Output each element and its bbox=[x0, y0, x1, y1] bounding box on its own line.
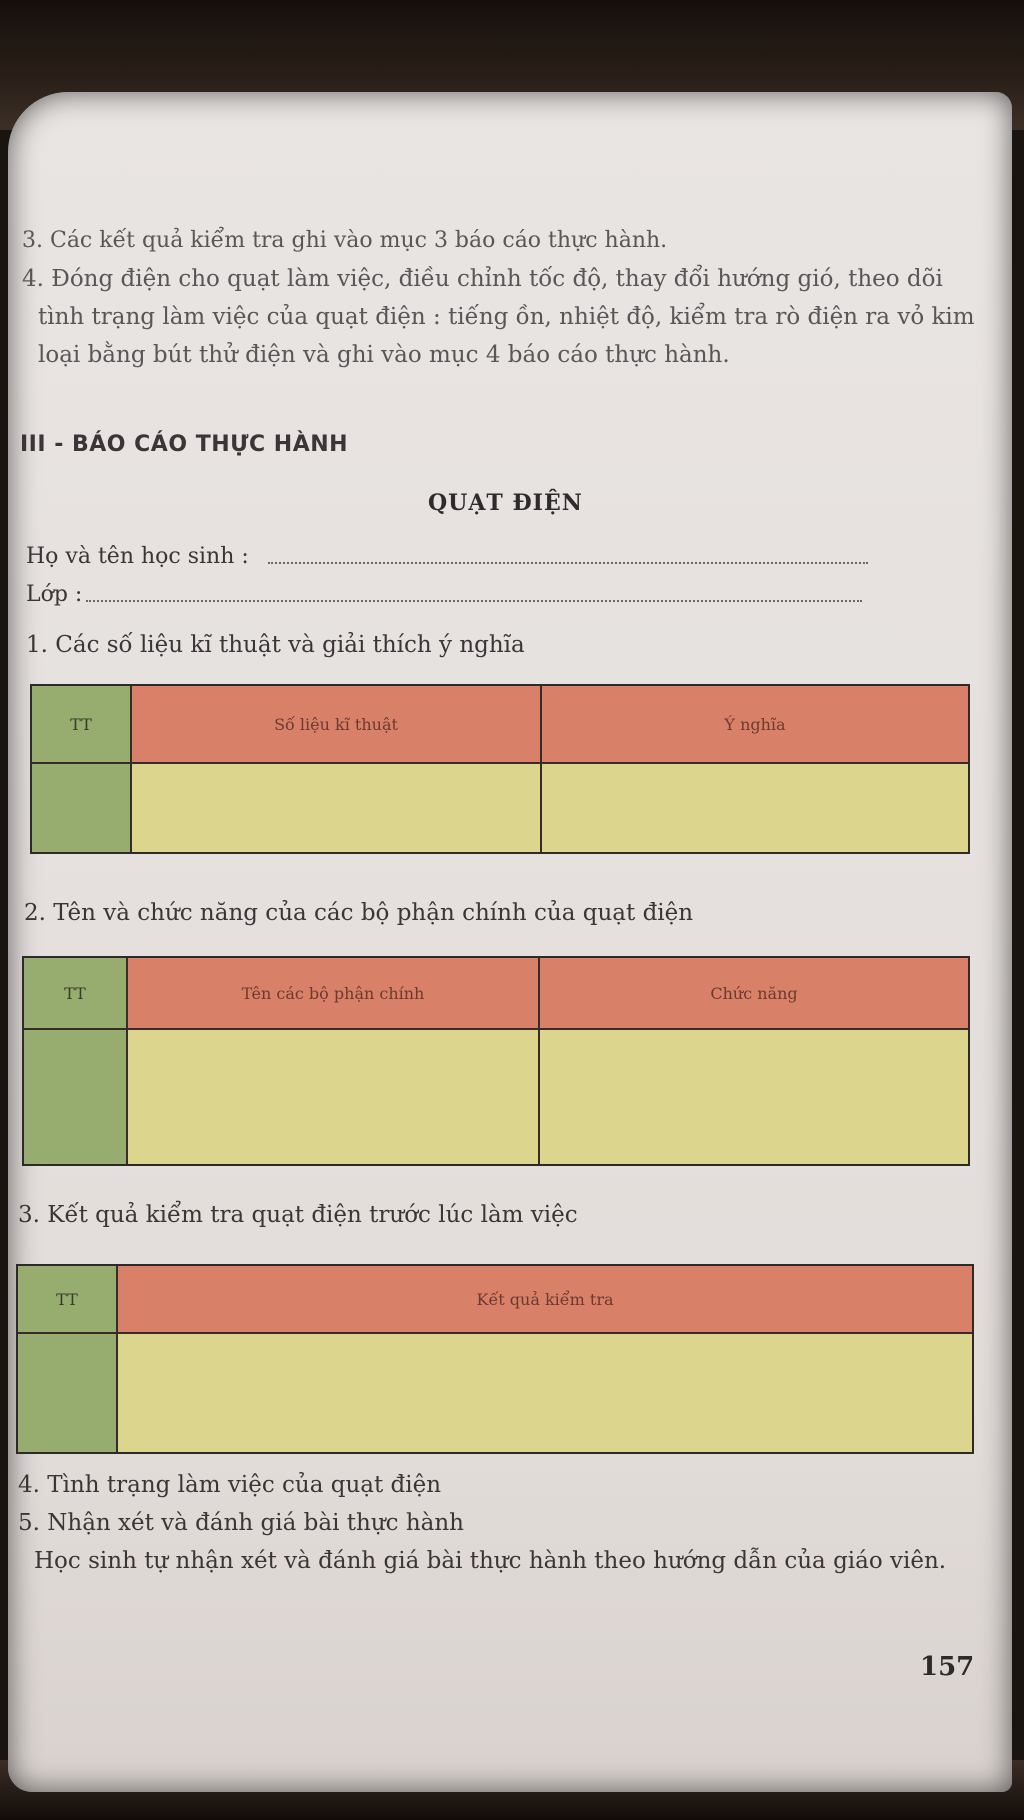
intro-line-4b: tình trạng làm việc của quạt điện : tiếng ồn, nhiệt độ, kiểm tra rò điện ra vỏ kim bbox=[38, 304, 975, 330]
col-header-tt: TT bbox=[18, 1266, 118, 1334]
item-4-heading: 4. Tình trạng làm việc của quạt điện bbox=[18, 1472, 442, 1498]
col-header-check-result: Kết quả kiểm tra bbox=[118, 1266, 972, 1334]
item-5-text: Học sinh tự nhận xét và đánh giá bài thực hành theo hướng dẫn của giáo viên. bbox=[34, 1548, 947, 1574]
col-header-tt: TT bbox=[24, 958, 128, 1030]
section-1-heading: 1. Các số liệu kĩ thuật và giải thích ý nghĩa bbox=[26, 632, 525, 658]
class-dotted-line bbox=[86, 600, 862, 602]
report-title: QUẠT ĐIỆN bbox=[428, 490, 583, 516]
intro-line-4c: loại bằng bút thử điện và ghi vào mục 4 báo cáo thực hành. bbox=[38, 342, 730, 368]
table-cell-function bbox=[540, 1030, 968, 1164]
book-page bbox=[8, 92, 1012, 1792]
table-cell-tt bbox=[24, 1030, 128, 1164]
section-2-heading: 2. Tên và chức năng của các bộ phận chính của quạt điện bbox=[24, 900, 694, 926]
table-cell-check-result bbox=[118, 1334, 972, 1452]
section-heading: III - BÁO CÁO THỰC HÀNH bbox=[20, 432, 349, 457]
table-cell-meaning bbox=[542, 764, 968, 852]
table-cell-specs bbox=[132, 764, 542, 852]
intro-line-4a: 4. Đóng điện cho quạt làm việc, điều chỉnh tốc độ, thay đổi hướng gió, theo dõi bbox=[22, 266, 943, 292]
intro-line-3: 3. Các kết quả kiểm tra ghi vào mục 3 báo cáo thực hành. bbox=[22, 228, 668, 253]
table-check-results bbox=[16, 1264, 974, 1454]
table-cell-part-names bbox=[128, 1030, 540, 1164]
name-label: Họ và tên học sinh : bbox=[26, 544, 249, 569]
name-dotted-line bbox=[268, 562, 868, 564]
table-main-parts bbox=[22, 956, 970, 1166]
table-cell-tt bbox=[32, 764, 132, 852]
col-header-function: Chức năng bbox=[540, 958, 968, 1030]
col-header-meaning: Ý nghĩa bbox=[542, 686, 968, 764]
table-technical-specs bbox=[30, 684, 970, 854]
item-5-heading: 5. Nhận xét và đánh giá bài thực hành bbox=[18, 1510, 464, 1536]
col-header-specs: Số liệu kĩ thuật bbox=[132, 686, 542, 764]
table-cell-tt bbox=[18, 1334, 118, 1452]
class-label: Lớp : bbox=[26, 582, 83, 607]
col-header-tt: TT bbox=[32, 686, 132, 764]
section-3-heading: 3. Kết quả kiểm tra quạt điện trước lúc làm việc bbox=[18, 1202, 578, 1228]
page-number: 157 bbox=[920, 1652, 975, 1682]
col-header-part-names: Tên các bộ phận chính bbox=[128, 958, 540, 1030]
